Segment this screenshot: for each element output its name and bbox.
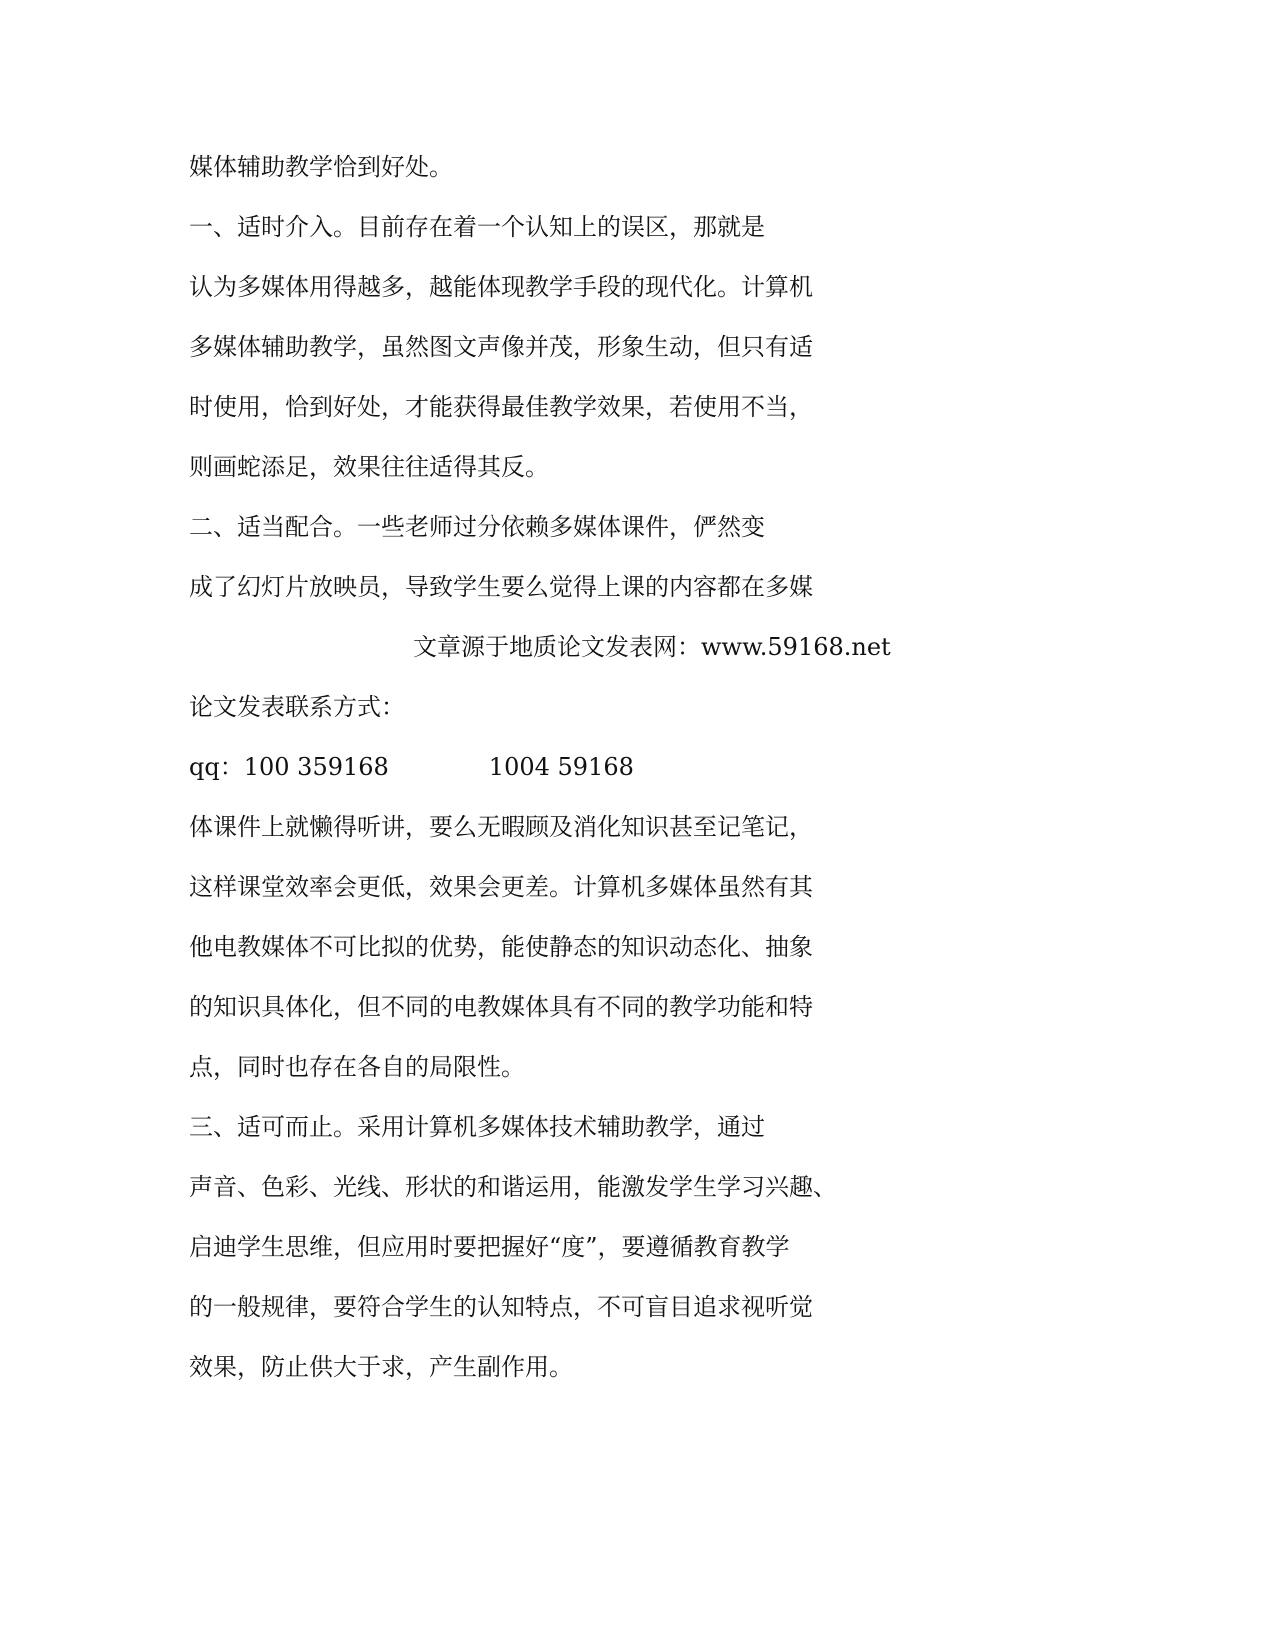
paragraph-line: 时使用，恰到好处，才能获得最佳教学效果，若使用不当， <box>189 393 813 421</box>
paragraph-line: 他电教媒体不可比拟的优势，能使静态的知识动态化、抽象 <box>189 933 813 961</box>
paragraph-line: 的一般规律，要符合学生的认知特点，不可盲目追求视听觉 <box>189 1293 813 1321</box>
paragraph-line: 成了幻灯片放映员，导致学生要么觉得上课的内容都在多媒 <box>189 573 813 601</box>
paragraph-line: 的知识具体化，但不同的电教媒体具有不同的教学功能和特 <box>189 993 813 1021</box>
paragraph-line: 效果，防止供大于求，产生副作用。 <box>189 1353 573 1381</box>
paragraph-line: 媒体辅助教学恰到好处。 <box>189 153 453 181</box>
qq-contact-line <box>189 752 634 782</box>
paragraph-line: 体课件上就懒得听讲，要么无暇顾及消化知识甚至记笔记， <box>189 813 813 841</box>
paragraph-line: 一、适时介入。目前存在着一个认知上的误区，那就是 <box>189 213 765 241</box>
qq-label: qq： <box>189 753 244 781</box>
paragraph-line: 则画蛇添足，效果往往适得其反。 <box>189 453 549 481</box>
paragraph-line: 多媒体辅助教学，虽然图文声像并茂，形象生动，但只有适 <box>189 333 813 361</box>
paragraph-line: 启迪学生思维，但应用时要把握好“度”，要遵循教育教学 <box>189 1233 790 1261</box>
qq-number-2: 1004 59168 <box>488 753 634 781</box>
paragraph-line: 认为多媒体用得越多，越能体现教学手段的现代化。计算机 <box>189 273 813 301</box>
contact-label: 论文发表联系方式： <box>189 693 405 721</box>
paragraph-line: 二、适当配合。一些老师过分依赖多媒体课件，俨然变 <box>189 513 765 541</box>
paragraph-line: 三、适可而止。采用计算机多媒体技术辅助教学，通过 <box>189 1113 765 1141</box>
paragraph-line: 声音、色彩、光线、形状的和谐运用，能激发学生学习兴趣、 <box>189 1173 837 1201</box>
source-note: 文章源于地质论文发表网：www.59168.net <box>413 633 891 661</box>
paragraph-line: 点，同时也存在各自的局限性。 <box>189 1053 525 1081</box>
qq-number-1: 100 359168 <box>243 753 389 781</box>
paragraph-line: 这样课堂效率会更低，效果会更差。计算机多媒体虽然有其 <box>189 873 813 901</box>
